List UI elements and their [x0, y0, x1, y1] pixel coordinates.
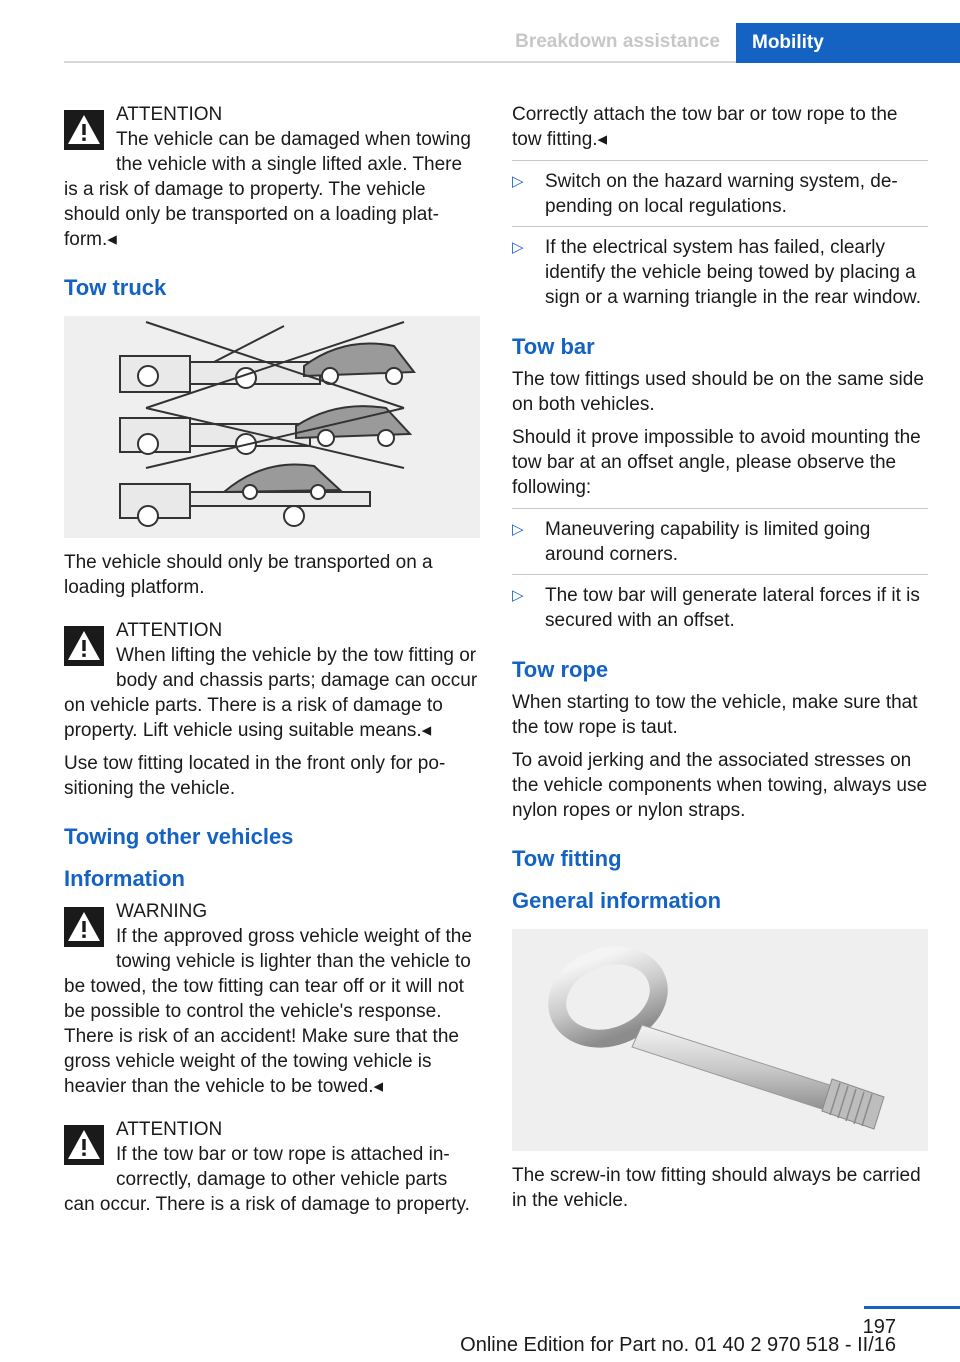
- bullet-triangle-icon: ▷: [512, 521, 524, 538]
- header-section-label: Breakdown assistance: [515, 31, 720, 52]
- header-chapter-tab: Mobility: [736, 23, 960, 63]
- notice-text: The vehicle can be damaged when towing the vehicle with a single lifted axle. There is a risk of damage to property. The vehicle should only be transported on a loading platform.◂: [64, 129, 471, 250]
- tow-truck-illustration: [64, 316, 480, 538]
- warning-triangle-icon: [64, 626, 104, 666]
- tow-bar-paragraph-1: The tow fittings used should be on the same side on both vehicles.: [512, 369, 924, 415]
- notice-heading: ATTENTION: [116, 1119, 223, 1140]
- warning-triangle-icon: [64, 1125, 104, 1165]
- tow-fitting-drawing: [512, 929, 928, 1151]
- attention-notice-single-axle: [64, 102, 480, 252]
- list-item-text: If the electrical system has failed, clearly identify the vehicle being towed by placing a sign or a warning triangle in the rear window.: [545, 237, 921, 308]
- tow-truck-caption: The vehicle should only be transported on a loading platform.: [64, 552, 433, 598]
- front-fitting-paragraph: Use tow fitting located in the front only for positioning the vehicle.: [64, 753, 446, 799]
- attach-paragraph: Correctly attach the tow bar or tow rope to the tow fitting.◂: [512, 104, 898, 150]
- notice-text: If the approved gross vehicle weight of the towing vehicle is lighter than the vehicle to be towed, the tow fitting can tear off or it will not be possible to control the vehicle's response. There is risk of an accident! Make sure that the gross vehicle weight of the towing vehicle is heavier than the vehicle to be towed.◂: [64, 926, 472, 1097]
- list-item: [512, 574, 928, 640]
- list-item: [512, 226, 928, 317]
- tow-fitting-illustration: [512, 929, 928, 1151]
- footer-edition-text: Online Edition for Part no. 01 40 2 970 518 - II/16: [460, 1334, 896, 1356]
- tow-rope-paragraph-1: When starting to tow the vehicle, make sure that the tow rope is taut.: [512, 692, 918, 738]
- bullet-triangle-icon: ▷: [512, 239, 524, 256]
- tow-bar-bullet-list: [512, 508, 928, 640]
- hazard-bullet-list: [512, 160, 928, 317]
- warning-triangle-icon: [64, 110, 104, 150]
- tow-rope-paragraph-2: To avoid jerking and the associated stresses on the vehicle components when towing, always use nylon ropes or nylon straps.: [512, 750, 928, 821]
- list-item: [512, 160, 928, 226]
- subheading-tow-bar: Tow bar: [512, 334, 595, 359]
- attention-notice-lifting: [64, 618, 480, 743]
- section-heading-towing-other-vehicles: Towing other vehicles: [64, 824, 294, 849]
- tow-truck-drawing: [64, 316, 480, 538]
- list-item-text: Maneuvering capability is limited going around corners.: [545, 519, 871, 565]
- attention-notice-incorrect-attachment: [64, 1117, 480, 1217]
- subheading-information: Information: [64, 866, 185, 891]
- list-item-text: The tow bar will generate lateral forces if it is secured with an offset.: [545, 585, 920, 631]
- notice-heading: ATTENTION: [116, 104, 223, 125]
- notice-text: When lifting the vehicle by the tow fitting or body and chassis parts; damage can occur on vehicle parts. There is a risk of damage to property. Lift vehicle using suitable means.◂: [64, 645, 478, 741]
- subheading-general-information: General information: [512, 888, 722, 913]
- list-item-text: Switch on the hazard warning system, depending on local regulations.: [545, 171, 898, 217]
- bullet-triangle-icon: ▷: [512, 587, 524, 604]
- tow-fitting-caption: The screw-in tow fitting should always be carried in the vehicle.: [512, 1165, 921, 1211]
- footer-rule: [864, 1306, 960, 1309]
- tow-bar-paragraph-2: Should it prove impossible to avoid mounting the tow bar at an offset angle, please observe the following:: [512, 427, 921, 498]
- right-column: [512, 102, 928, 1221]
- page-number: 197: [862, 1316, 896, 1338]
- notice-heading: WARNING: [116, 901, 208, 922]
- notice-heading: ATTENTION: [116, 620, 223, 641]
- list-item: [512, 508, 928, 574]
- bullet-triangle-icon: ▷: [512, 173, 524, 190]
- left-column: [64, 102, 480, 1225]
- warning-triangle-icon: [64, 907, 104, 947]
- notice-text: If the tow bar or tow rope is attached incorrectly, damage to other vehicle parts can occur. There is a risk of damage to property.: [64, 1144, 470, 1215]
- section-heading-tow-truck: Tow truck: [64, 275, 167, 300]
- section-heading-tow-fitting: Tow fitting: [512, 846, 622, 871]
- subheading-tow-rope: Tow rope: [512, 657, 609, 682]
- warning-notice-gross-weight: [64, 899, 480, 1099]
